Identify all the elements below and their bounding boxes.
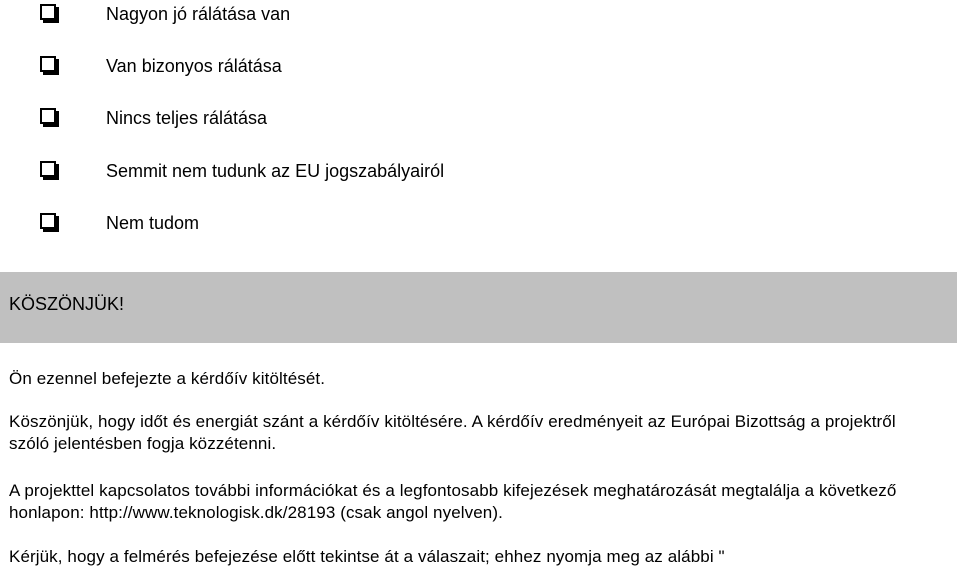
checkbox-icon[interactable]: [40, 108, 59, 127]
thanks-banner: [0, 272, 957, 343]
option-label: Nincs teljes rálátása: [106, 108, 268, 128]
review-text: Kérjük, hogy a felmérés befejezése előtt tekintse át a válaszait; ehhez nyomja meg az alábbi ": [9, 547, 725, 566]
more-info-text: A projekttel kapcsolatos további információkat és a legfontosabb kifejezések meghatározását megtalálja a következő honlapon: http://www.teknologisk.dk/28193 (csak angol nyelven).: [9, 481, 897, 522]
option-know-nothing[interactable]: [0, 157, 960, 193]
gratitude-text: Köszönjük, hogy időt és energiát szánt a kérdőív kitöltésére. A kérdőív eredményeit az Európai Bizottság a projektről szóló jelentésben fogja közzétenni.: [9, 412, 896, 453]
option-some-insight[interactable]: [0, 52, 960, 88]
option-dont-know[interactable]: [0, 209, 960, 245]
checkbox-icon[interactable]: [40, 4, 59, 23]
checkbox-icon[interactable]: [40, 161, 59, 180]
completed-text: Ön ezennel befejezte a kérdőív kitöltését.: [9, 369, 326, 388]
checkbox-icon[interactable]: [40, 56, 59, 75]
option-label: Nem tudom: [106, 213, 200, 233]
option-label: Nagyon jó rálátása van: [106, 4, 291, 24]
thanks-title: KÖSZÖNJÜK!: [9, 294, 125, 314]
option-no-full-insight[interactable]: [0, 104, 960, 140]
option-label: Semmit nem tudunk az EU jogszabályairól: [106, 161, 445, 181]
option-very-good-insight[interactable]: [0, 0, 960, 36]
option-label: Van bizonyos rálátása: [106, 56, 282, 76]
checkbox-icon[interactable]: [40, 213, 59, 232]
